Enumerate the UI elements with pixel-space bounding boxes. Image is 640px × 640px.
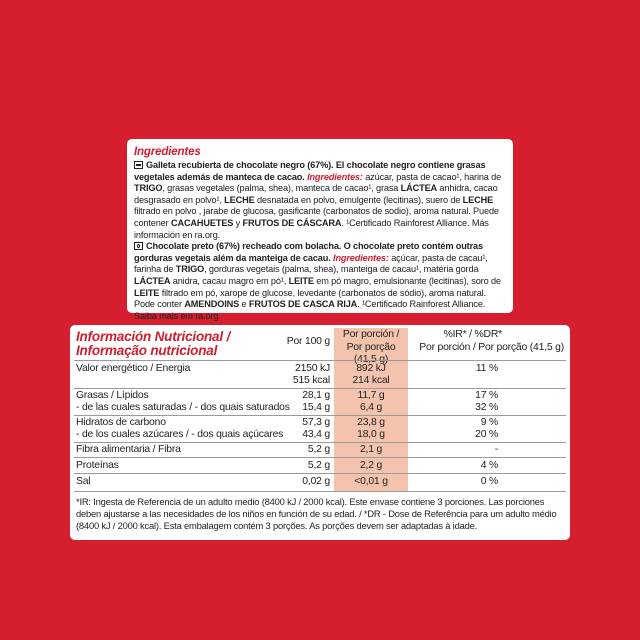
row-ri: 32 % — [475, 402, 498, 413]
row-label: - de las cuales saturadas / - dos quais saturados — [76, 402, 290, 413]
allergen: FRUTOS DE CÁSCARA — [242, 217, 342, 228]
header-per-portion-line2: Por porção (41,5 g) — [346, 341, 396, 365]
divider — [74, 491, 566, 492]
header-ri-line1: %IR* / %DR* — [443, 329, 502, 340]
allergen: LEITE — [288, 275, 314, 286]
row-portion: 11,7 g — [357, 390, 385, 401]
ingredients-es-text: . ¹Certificado Rainforest Alliance. Más información en ra.org. — [134, 217, 489, 240]
header-per-100g: Por 100 g — [286, 336, 330, 347]
ingredients-es-sublabel: Ingredientes: — [307, 171, 363, 182]
row-portion: 2,2 g — [359, 460, 383, 471]
allergen: LECHE — [224, 194, 255, 205]
ingredients-es-text: y — [233, 217, 243, 228]
row-label: Fibra alimentaria / Fibra — [76, 444, 181, 455]
language-es-icon — [134, 161, 143, 169]
row-per100: 2150 kJ — [295, 363, 330, 374]
row-portion: 214 kcal — [352, 375, 390, 386]
row-ri: 17 % — [475, 390, 498, 401]
allergen: FRUTOS DE CASCA RIJA — [248, 299, 358, 310]
ingredients-title: Ingredientes — [134, 146, 201, 158]
ingredients-pt-text: anidra, cacau magro em pó¹, — [170, 275, 289, 286]
ingredients-pt-text: , gorduras vegetais (palma, shea), manteiga de cacau¹, matéria gorda — [204, 264, 479, 275]
nutrition-title — [76, 330, 230, 358]
ingredients-pt-text: açúcar, pasta de cacau¹, farinha de — [134, 252, 488, 275]
ingredients-es-text: , grasas vegetales (palma, shea), manteca de cacao¹, grasa — [162, 183, 401, 194]
divider — [74, 457, 566, 458]
row-per100: 15,4 g — [302, 402, 330, 413]
row-portion: 6,4 g — [359, 402, 383, 413]
ingredients-pt-text: . ¹Certificado Rainforest Alliance. Saiba mais em ra.org — [134, 299, 486, 321]
ingredients-es-text: filtrado en polvo , jarabe de glucosa, gasificante (carbonatos de sodio), aroma natural. Puede contener — [134, 206, 499, 228]
row-label: Hidratos de carbono — [76, 417, 166, 428]
ingredients-es — [134, 160, 507, 241]
nutrition-title-es: Información Nutricional / — [76, 329, 231, 344]
divider — [74, 473, 566, 474]
row-label: Grasas / Lípidos — [76, 390, 149, 401]
row-ri: - — [494, 444, 498, 455]
divider — [74, 415, 566, 416]
divider — [74, 388, 566, 389]
row-ri: 0 % — [480, 476, 498, 487]
allergen: TRIGO — [175, 264, 205, 275]
divider — [74, 360, 566, 361]
row-per100: 0,02 g — [302, 476, 330, 487]
language-pt-icon — [134, 242, 143, 250]
row-portion: 18,0 g — [357, 429, 385, 440]
nutrition-panel — [70, 325, 570, 540]
row-per100: 43,4 g — [302, 429, 330, 440]
row-label: Valor energético / Energia — [76, 363, 191, 374]
ingredients-pt-sublabel: Ingredientes: — [333, 252, 389, 263]
allergen: LEITE — [134, 287, 160, 298]
row-per100: 5,2 g — [307, 460, 330, 471]
header-ri-line2: Por porción / Por porção (41,5 g) — [419, 341, 564, 353]
ingredients-panel — [127, 139, 513, 321]
header-reference-intake — [419, 329, 564, 354]
row-portion: 2,1 g — [359, 444, 383, 455]
header-per-portion-line1: Por porción / — [342, 329, 400, 340]
row-per100: 5,2 g — [307, 444, 330, 455]
row-per100: 28,1 g — [302, 390, 330, 401]
ingredients-es-text: anhidra, cacao desgrasado en polvo¹, — [134, 183, 498, 205]
ingredients-pt-intro: Chocolate preto (67%) recheado com bolacha. O chocolate preto contém outras gorduras vegetais além da manteiga de cacau. — [134, 241, 483, 263]
allergen: AMENDOINS — [184, 299, 240, 310]
row-label: - de los cuales azúcares / - dos quais açúcares — [76, 429, 284, 440]
row-ri: 4 % — [480, 460, 498, 471]
allergen: LÁCTEA — [400, 183, 438, 194]
row-portion: 892 kJ — [356, 363, 386, 374]
ingredients-es-text: desnatada en polvo, emulgente (lecitinas), suero de — [254, 194, 463, 205]
ingredients-pt-text: filtrado em pó, xarope de glucose, levedante (carbonatos de sódio), aroma natural. Pode conter — [134, 287, 486, 310]
row-label: Sal — [76, 476, 91, 487]
row-label: Proteínas — [76, 460, 119, 471]
allergen: CACAHUETES — [170, 217, 234, 228]
row-portion: 23,8 g — [357, 417, 385, 428]
row-portion: <0,01 g — [354, 476, 388, 487]
ingredients-pt-text: em pó magro, emulsionante (lecitinas), soro de — [313, 275, 501, 286]
row-per100: 57,3 g — [302, 417, 330, 428]
ingredients-es-text: azúcar, pasta de cacao¹, harina de — [365, 171, 502, 182]
ingredients-pt — [134, 241, 507, 322]
ingredients-pt-text: e — [239, 299, 249, 310]
allergen: TRIGO — [134, 183, 163, 194]
row-ri: 9 % — [480, 417, 498, 428]
footnote: *IR: Ingesta de Referencia de un adulto medio (8400 kJ / 2000 kcal). Este envase contiene 3 porciones. Las porciones deben ajustarse a las necesidades de los niños en función de su edad. / *DR - Dose de Referência para um adulto médio (8400 kJ / 2000 kcal). Esta embalagem contém 3 porções. As porções devem ser adaptadas à idade. — [76, 496, 557, 531]
allergen: LECHE — [462, 194, 494, 205]
ingredients-es-intro: Galleta recubierta de chocolate negro (67%). El chocolate negro contiene grasas vegetales además de manteca de cacao. — [134, 160, 486, 182]
divider — [74, 442, 566, 443]
row-ri: 20 % — [475, 429, 498, 440]
row-ri: 11 % — [475, 363, 498, 374]
nutrition-title-pt: Informação nutricional — [76, 343, 218, 358]
row-per100: 515 kcal — [292, 375, 330, 386]
allergen: LÁCTEA — [134, 275, 171, 286]
